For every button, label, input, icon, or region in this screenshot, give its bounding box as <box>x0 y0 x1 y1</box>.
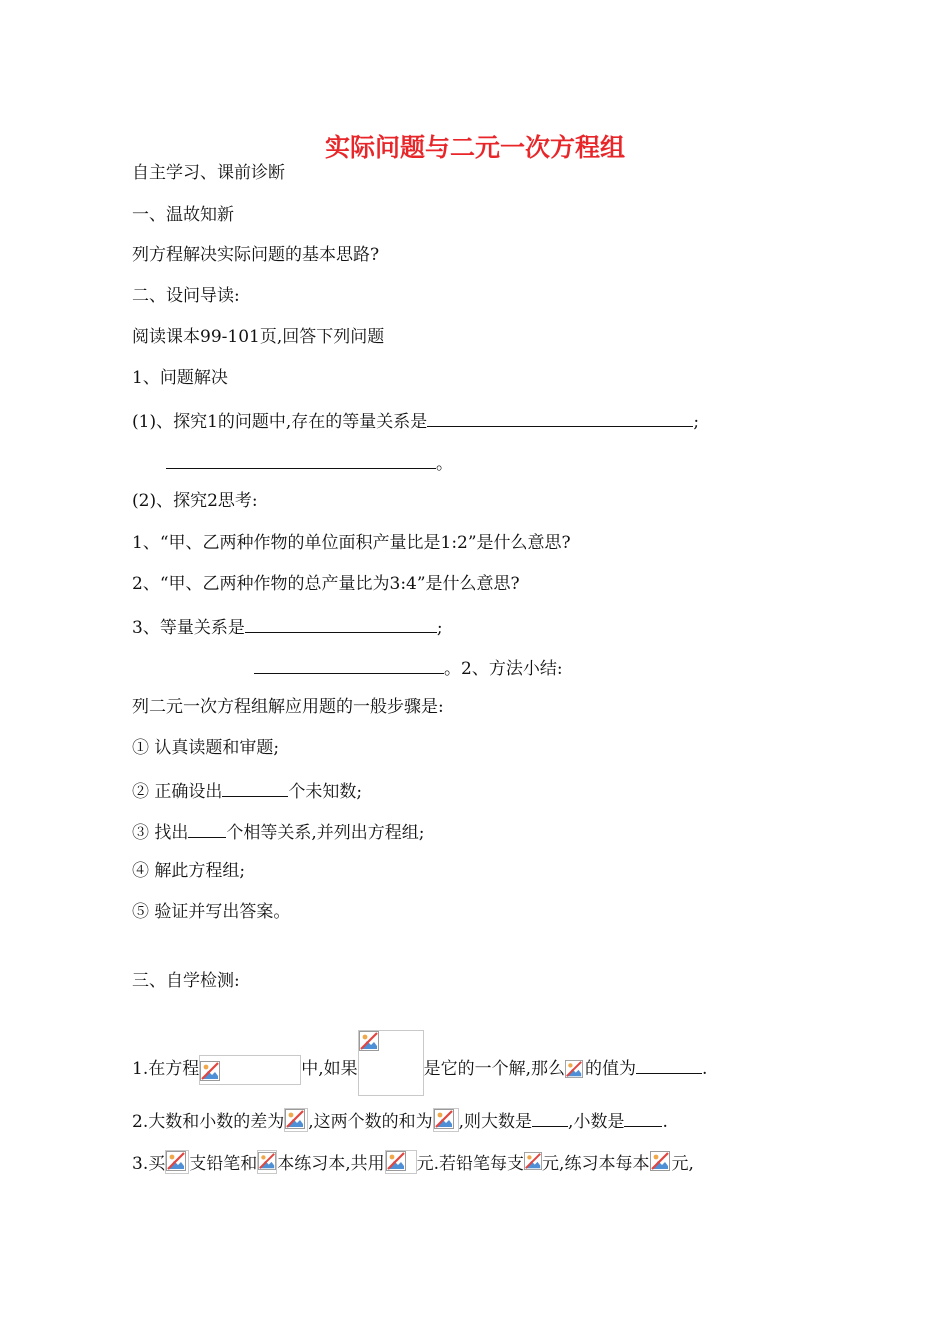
answer-blank[interactable] <box>427 408 693 427</box>
total-cost-image-placeholder <box>385 1150 417 1174</box>
question-text: 1、“甲、乙两种作物的单位面积产量比是1:2”是什么意思? <box>132 533 571 553</box>
notebook-count-image-placeholder <box>257 1150 277 1174</box>
broken-image-icon <box>565 1060 583 1078</box>
subsection-heading: 一、温故知新 <box>132 205 234 225</box>
broken-image-icon <box>285 1109 305 1129</box>
step-item: ② 正确设出 个未知数; <box>132 778 362 803</box>
step-item: ⑤ 验证并写出答案。 <box>132 902 291 922</box>
method-summary-heading: 。2、方法小结: <box>444 659 563 679</box>
punctuation: 。 <box>436 454 453 474</box>
question-text: 3、等量关系是 <box>132 618 245 638</box>
punctuation: ; <box>693 412 700 432</box>
subsection-heading: 二、设问导读: <box>132 286 240 306</box>
answer-blank[interactable] <box>624 1108 662 1127</box>
step-item: ④ 解此方程组; <box>132 861 246 881</box>
question-text: (1)、探究1的问题中,存在的等量关系是 <box>132 412 428 432</box>
subsection-heading: 三、自学检测: <box>132 971 240 991</box>
answer-blank[interactable] <box>188 819 226 838</box>
broken-image-icon <box>200 1061 220 1081</box>
question-line <box>132 408 699 433</box>
pencil-price-image-placeholder <box>524 1150 542 1174</box>
item-heading: 1、问题解决 <box>132 368 228 388</box>
broken-image-icon <box>650 1151 670 1171</box>
broken-image-icon <box>524 1151 542 1171</box>
question-text: 列方程解决实际问题的基本思路? <box>132 245 380 265</box>
section-heading: 自主学习、课前诊断 <box>132 163 285 183</box>
step-item: ③ 找出 个相等关系,并列出方程组; <box>132 819 425 844</box>
punctuation: ; <box>436 618 443 638</box>
broken-image-icon <box>258 1151 276 1171</box>
question-line <box>132 614 443 639</box>
item-heading: (2)、探究2思考: <box>132 491 258 511</box>
equation-image-placeholder <box>199 1055 301 1085</box>
question-text: 2、“甲、乙两种作物的总产量比为3:4”是什么意思? <box>132 574 520 594</box>
pencil-count-image-placeholder <box>165 1150 189 1174</box>
notebook-price-image-placeholder <box>649 1150 671 1174</box>
answer-blank[interactable] <box>245 614 437 633</box>
exercise-3: 3.买 支铅笔和 本练习本,共用 元.若铅笔每支 元,练习本每本 元, <box>132 1150 694 1175</box>
question-line <box>254 655 563 680</box>
instruction-text: 列二元一次方程组解应用题的一般步骤是: <box>132 697 444 717</box>
answer-blank[interactable] <box>636 1055 702 1074</box>
broken-image-icon <box>166 1151 186 1171</box>
answer-blank[interactable] <box>222 778 288 797</box>
answer-blank[interactable] <box>254 655 444 674</box>
solution-image-placeholder <box>358 1030 424 1096</box>
broken-image-icon <box>434 1109 454 1129</box>
broken-image-icon <box>359 1031 379 1051</box>
question-line <box>166 450 453 475</box>
answer-blank[interactable] <box>532 1108 568 1127</box>
difference-image-placeholder <box>284 1108 308 1132</box>
page-title: 实际问题与二元一次方程组 <box>324 133 625 162</box>
answer-blank[interactable] <box>166 450 436 469</box>
exercise-1: 1.在方程 中,如果 是它的一个解,那么 的值为 . <box>132 1030 707 1096</box>
sum-image-placeholder <box>433 1108 459 1132</box>
step-item: ① 认真读题和审题; <box>132 738 280 758</box>
exercise-2: 2.大数和小数的差为 ,这两个数的和为 ,则大数是 ,小数是 . <box>132 1108 668 1133</box>
variable-image-placeholder <box>565 1058 585 1080</box>
broken-image-icon <box>386 1151 406 1171</box>
instruction-text: 阅读课本99-101页,回答下列问题 <box>132 327 385 347</box>
